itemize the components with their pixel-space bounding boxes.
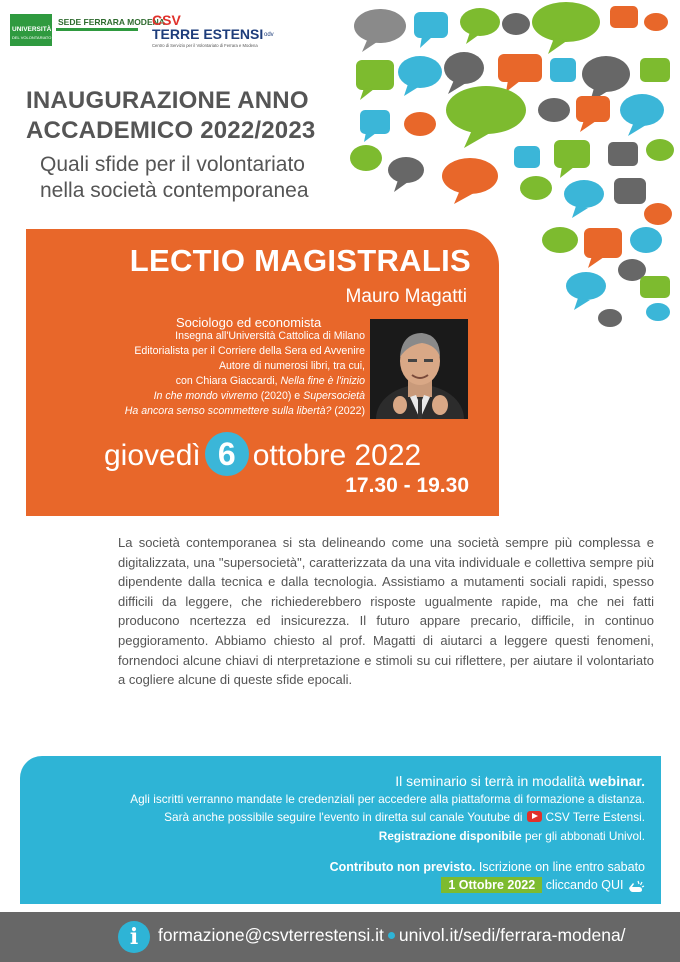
speaker-name: Mauro Magatti (345, 286, 467, 307)
lecture-panel (26, 229, 499, 516)
register-link[interactable]: cliccando QUI (545, 878, 624, 892)
univol-logo-bar (56, 28, 138, 31)
footer-website-link[interactable]: univol.it/sedi/ferrara-modena/ (398, 925, 626, 945)
bio-line (125, 374, 365, 389)
footer-contacts (158, 925, 626, 946)
speaker-photo (370, 319, 468, 419)
registration-text: per gli abbonati Univol. (521, 829, 645, 843)
lecture-heading: LECTIO MAGISTRALIS (129, 243, 471, 278)
date-weekday: giovedì (104, 438, 201, 472)
csv-logo-top: CSV (152, 12, 181, 28)
contribution-text: Contributo non previsto. (329, 860, 476, 874)
youtube-text: Sarà anche possibile seguire l'evento in diretta sul canale Youtube di (164, 810, 523, 824)
registration-available: Registrazione disponibile (378, 829, 522, 843)
csv-logo (152, 12, 282, 52)
event-title-line1: INAUGURAZIONE ANNO (26, 87, 309, 114)
event-time: 17.30 - 19.30 (345, 474, 469, 497)
date-day-badge: 6 (205, 432, 249, 476)
univol-logo-mark (10, 14, 52, 46)
book-title: In che mondo vivremo (153, 390, 258, 402)
bio-line (125, 404, 365, 419)
deadline-text: Iscrizione on line entro sabato (475, 860, 645, 874)
event-description (118, 533, 654, 690)
book-title: Nella fine è l'inizio (280, 375, 365, 387)
webinar-mode-line (395, 773, 645, 789)
webinar-info-box (20, 756, 661, 904)
event-subtitle-line1: Quali sfide per il volontariato (40, 153, 305, 176)
bio-line: Insegna all'Università Cattolica di Milano (175, 330, 365, 342)
bio-line (125, 389, 365, 404)
contribution-line (330, 860, 645, 874)
book-title: Ha ancora senso scommettere sulla libertà? (124, 405, 332, 417)
csv-logo-name: TERRE ESTENSI (152, 26, 264, 42)
description-paragraph: La società contemporanea si sta delineando come una società sempre più complessa e digitalizzata, una "supersocietà", caratterizzata da una vita individuale e collettiva sempre più dipendente dalla tecnica e dalla tecnologia. Assistiamo a mutamenti sociali rapidi, spesso difficili da leggere, che richiederebbero risposte ugualmente rapide, ma che nei fatti producono ncertezza ed insicurezza. Il futuro appare precario, difficile, in continuo peggioramento. Abbiamo chiesto al prof. Magatti di aiutarci a leggere questi fenomeni, fornendoci alcune chiavi di nterpretazione e stimoli su cui riflettere, per aiutare il volontariato a cogliere alcune di queste sfide epocali. (118, 535, 654, 688)
speaker-role: Sociologo ed economista (176, 315, 322, 330)
contact-footer (0, 912, 680, 962)
univol-sede-label: SEDE FERRARA MODENA (58, 17, 165, 27)
event-subtitle-line2: nella società contemporanea (40, 179, 309, 202)
bio-line: Autore di numerosi libri, tra cui, (218, 360, 365, 372)
youtube-icon[interactable] (527, 811, 542, 822)
bio-text: con Chiara Giaccardi, (175, 375, 281, 387)
univol-logo (10, 14, 165, 46)
deadline-badge: 1 Ottobre 2022 (441, 877, 542, 893)
event-subtitle (40, 152, 309, 204)
bio-text: (2020) e (257, 390, 304, 402)
pointing-hand-icon[interactable] (627, 879, 645, 893)
footer-email-link[interactable]: formazione@csvterrestensi.it (158, 925, 384, 945)
date-month-year: ottobre 2022 (252, 438, 422, 472)
credentials-line: Agli iscritti verranno mandate le credenziali per accedere alla piattaforma di formazione a distanza. (130, 792, 645, 806)
event-title (26, 86, 315, 146)
event-date (104, 435, 504, 479)
event-title-line2: ACCADEMICO 2022/2023 (26, 117, 316, 144)
youtube-channel-link[interactable]: CSV Terre Estensi. (545, 810, 645, 824)
csv-logo-odv: odv (264, 32, 274, 38)
csv-logo-tagline: Centro di Servizio per il Volontariato di Ferrara e Modena (152, 43, 258, 48)
univol-logo-text: UNIVERSITÀ (12, 26, 52, 33)
bio-text: (2022) (331, 405, 365, 417)
registration-line (379, 829, 645, 843)
webinar-text: Il seminario si terrà in modalità (395, 773, 589, 789)
univol-logo-subtext: DEL VOLONTARIATO (12, 35, 52, 40)
bio-line: Editorialista per il Corriere della Sera ed Avvenire (134, 345, 365, 357)
webinar-highlight: webinar. (588, 773, 645, 789)
separator-dot-icon (388, 932, 395, 939)
youtube-line (164, 810, 645, 824)
deadline-line (441, 877, 645, 893)
book-title: Supersocietà (303, 390, 365, 402)
info-icon: i (118, 921, 150, 953)
speaker-bio (125, 329, 365, 419)
